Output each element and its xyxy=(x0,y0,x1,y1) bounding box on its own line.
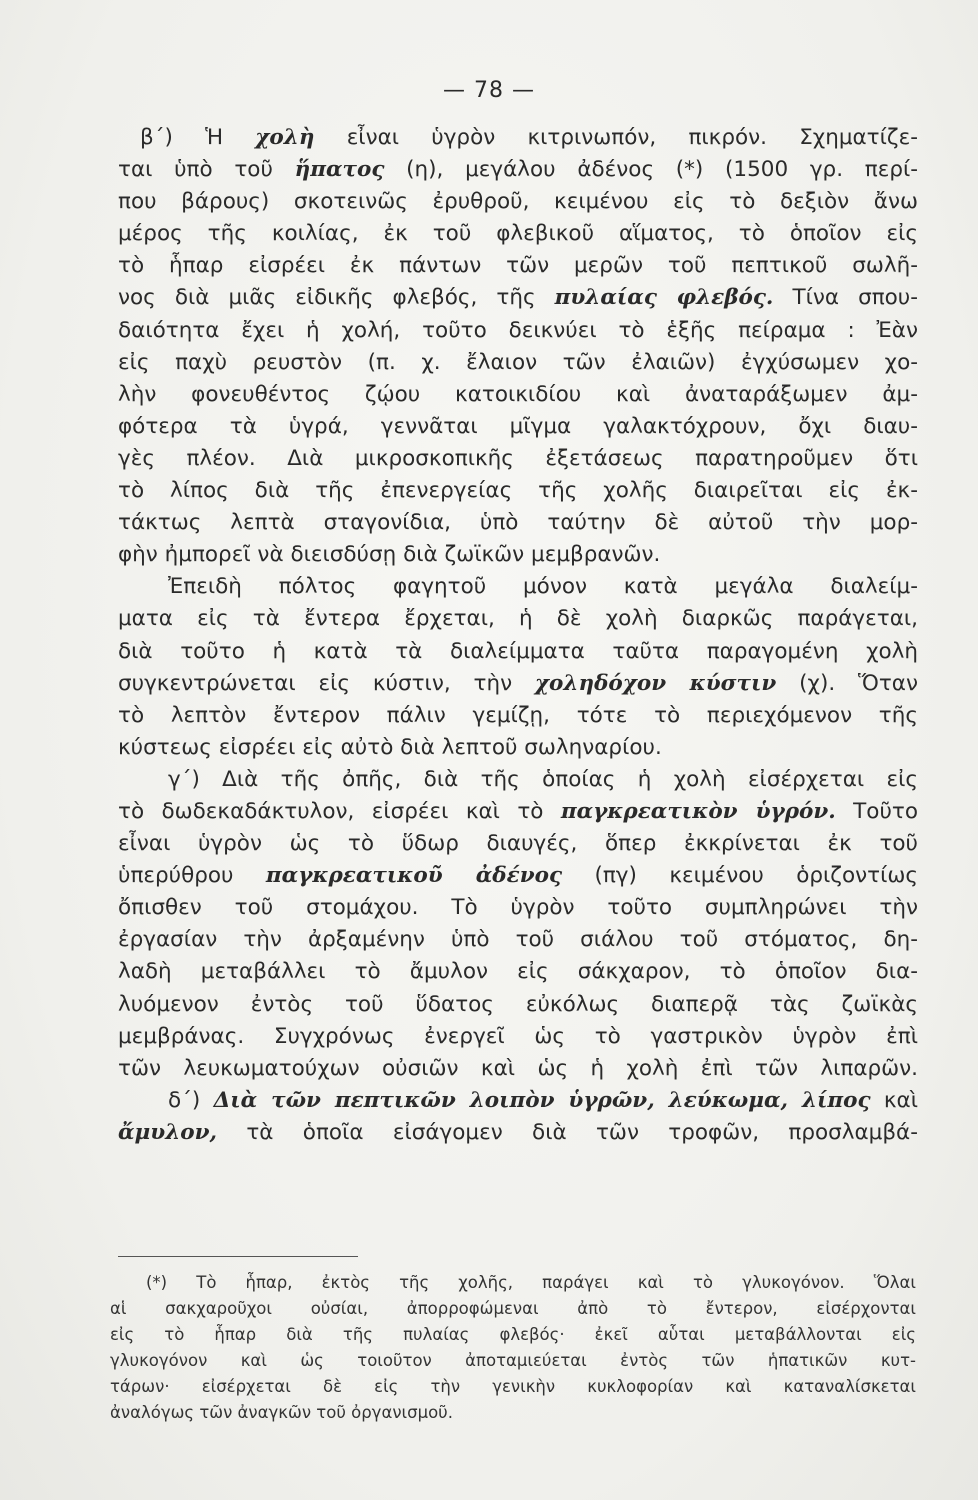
text-line: τῶν λευκωματούχων οὐσιῶν καὶ ὡς ἡ χολὴ ἐπὶ τῶν λιπαρῶν. xyxy=(118,1055,918,1081)
text-line: τάκτως λεπτὰ σταγονίδια, ὑπὸ ταύτην δὲ αὐτοῦ τὴν μορ- xyxy=(118,510,918,536)
footnote-line: (*) Τὸ ἧπαρ, ἐκτὸς τῆς χολῆς, παράγει καὶ τὸ γλυκογόνον. Ὅλαι xyxy=(146,1273,916,1292)
footnote-line: γλυκογόνον καὶ ὡς τοιοῦτον ἀποταμιεύεται ἐντὸς τῶν ἡπατικῶν κυτ- xyxy=(110,1351,916,1370)
text-line: τὸ δωδεκαδάκτυλον, εἰσρέει καὶ τὸ παγκρεατικὸν ὑγρόν. Τοῦτο xyxy=(118,798,918,824)
text-line: μεμβράνας. Συγχρόνως ἐνεργεῖ ὡς τὸ γαστρικὸν ὑγρὸν ἐπὶ xyxy=(118,1023,918,1049)
text-line: ται ὑπὸ τοῦ ἥπατος (η), μεγάλου ἀδένος (*) (1500 γρ. περί- xyxy=(118,157,918,183)
text-line: νος διὰ μιᾶς εἰδικῆς φλεβός, τῆς πυλαίας φλεβός. Τίνα σπου- xyxy=(118,285,919,311)
text-line: τὸ λεπτὸν ἔντερον πάλιν γεμίζῃ, τότε τὸ περιεχόμενον τῆς xyxy=(118,702,918,728)
text-line: διὰ τοῦτο ἡ κατὰ τὰ διαλείμματα ταῦτα παραγομένη χολὴ xyxy=(118,638,918,664)
text-line: φότερα τὰ ὑγρά, γεννᾶται μῖγμα γαλακτόχρουν, ὄχι διαυ- xyxy=(118,413,918,439)
page-number: — 78 — xyxy=(443,78,535,103)
text-line: ἐργασίαν τὴν ἀρξαμένην ὑπὸ τοῦ σιάλου τοῦ στόματος, δη- xyxy=(118,927,918,953)
text-line: ὄπισθεν τοῦ στομάχου. Τὸ ὑγρὸν τοῦτο συμπληρώνει τὴν xyxy=(118,895,918,921)
footnote-line: ἀναλόγως τῶν ἀναγκῶν τοῦ ὀργανισμοῦ. xyxy=(110,1403,453,1422)
text-line: γὲς πλέον. Διὰ μικροσκοπικῆς ἐξετάσεως παρατηροῦμεν ὅτι xyxy=(118,445,918,471)
text-line: φὴν ἠμπορεῖ νὰ διεισδύσῃ διὰ ζωϊκῶν μεμβρανῶν. xyxy=(118,542,661,568)
text-line: εἶναι ὑγρὸν ὡς τὸ ὕδωρ διαυγές, ὅπερ ἐκκρίνεται ἐκ τοῦ xyxy=(118,831,918,857)
text-line: μέρος τῆς κοιλίας, ἐκ τοῦ φλεβικοῦ αἵματος, τὸ ὁποῖον εἰς xyxy=(118,221,918,247)
footnote-line: αἱ σακχαροῦχοι οὐσίαι, ἀπορροφώμεναι ἀπὸ τὸ ἔντερον, εἰσέρχονται xyxy=(110,1299,916,1318)
footnote-divider xyxy=(118,1256,358,1257)
text-line: ὑπερύθρου παγκρεατικοῦ ἀδένος (πγ) κειμένου ὁριζοντίως xyxy=(118,863,918,889)
text-line: γ΄) Διὰ τῆς ὀπῆς, διὰ τῆς ὁποίας ἡ χολὴ εἰσέρχεται εἰς xyxy=(168,766,918,792)
text-line: ματα εἰς τὰ ἔντερα ἔρχεται, ἡ δὲ χολὴ διαρκῶς παράγεται, xyxy=(118,606,918,632)
text-line: δαιότητα ἔχει ἡ χολή, τοῦτο δεικνύει τὸ ἑξῆς πείραμα : Ἐὰν xyxy=(118,317,918,343)
body-text xyxy=(118,122,918,1149)
text-line: συγκεντρώνεται εἰς κύστιν, τὴν χοληδόχον κύστιν (χ). Ὅταν xyxy=(118,670,918,696)
text-line: τὸ ἧπαρ εἰσρέει ἐκ πάντων τῶν μερῶν τοῦ πεπτικοῦ σωλῆ- xyxy=(118,253,918,279)
footnote-line: τάρων· εἰσέρχεται δὲ εἰς τὴν γενικὴν κυκλοφορίαν καὶ καταναλίσκεται xyxy=(110,1377,916,1396)
text-line: τὸ λίπος διὰ τῆς ἐπενεργείας τῆς χολῆς διαιρεῖται εἰς ἐκ- xyxy=(118,478,918,504)
text-line: που βάρους) σκοτεινῶς ἐρυθροῦ, κειμένου εἰς τὸ δεξιὸν ἄνω xyxy=(118,189,918,215)
text-line: β΄) Ἡ χολὴ εἶναι ὑγρὸν κιτρινωπόν, πικρόν. Σχηματίζε- xyxy=(140,125,918,150)
text-line: λαδὴ μεταβάλλει τὸ ἄμυλον εἰς σάκχαρον, τὸ ὁποῖον δια- xyxy=(118,959,918,985)
text-line: εἰς παχὺ ρευστὸν (π. χ. ἔλαιον τῶν ἐλαιῶν) ἐγχύσωμεν χο- xyxy=(118,349,918,375)
text-line: λὴν φονευθέντος ζῴου κατοικιδίου καὶ ἀναταράξωμεν ἀμ- xyxy=(118,381,918,407)
footnote xyxy=(110,1270,916,1426)
text-line: ἄμυλον, τὰ ὁποῖα εἰσάγομεν διὰ τῶν τροφῶν, προσλαμβά- xyxy=(118,1119,918,1145)
text-line: λυόμενον ἐντὸς τοῦ ὕδατος εὐκόλως διαπερᾷ τὰς ζωϊκὰς xyxy=(118,991,918,1017)
text-line: Ἐπειδὴ πόλτος φαγητοῦ μόνον κατὰ μεγάλα διαλείμ- xyxy=(168,574,918,600)
text-line: κύστεως εἰσρέει εἰς αὐτὸ διὰ λεπτοῦ σωληναρίου. xyxy=(118,734,662,760)
text-line: δ΄) Διὰ τῶν πεπτικῶν λοιπὸν ὑγρῶν, λεύκωμα, λίπος καὶ xyxy=(168,1087,918,1113)
footnote-line: εἰς τὸ ἧπαρ διὰ τῆς πυλαίας φλεβός· ἐκεῖ αὗται μεταβάλλονται εἰς xyxy=(110,1325,916,1344)
